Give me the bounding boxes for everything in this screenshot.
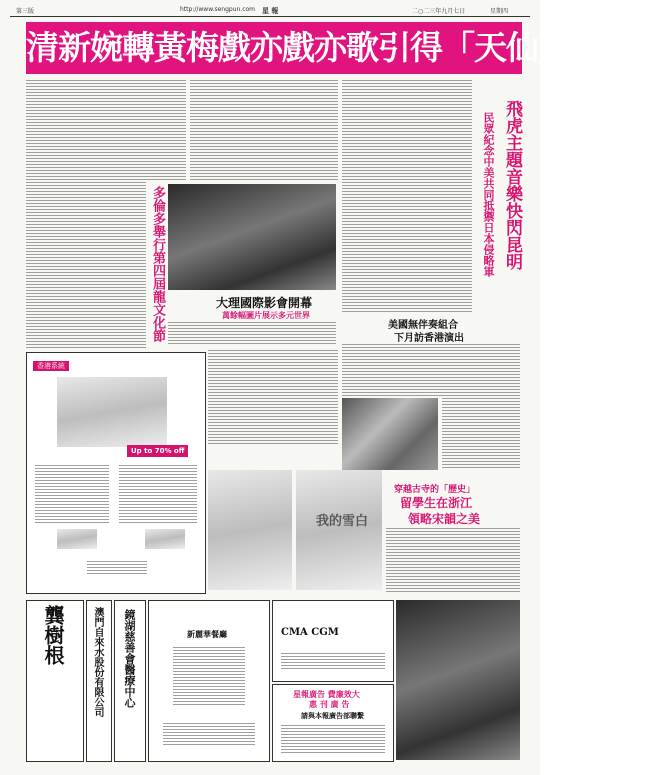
music-group-headline: 美國無伴奏組合 下月訪香港演出 [382, 314, 478, 342]
film-festival-headline: 大理國際影會開幕 [216, 296, 313, 310]
concert-crowd-photo [342, 398, 438, 470]
article-text-block [442, 398, 520, 470]
poster-caption: 我的雪白 [316, 514, 369, 529]
issue-weekday: 星期四 [490, 8, 509, 15]
article-text-block [208, 350, 338, 446]
restaurant-ad [148, 600, 270, 762]
film-festival-subheadline: 萬餘幅圖片展示多元世界 [222, 310, 310, 320]
water-company-name: 澳門自來水股份有限公司 [92, 607, 103, 717]
telecom-ad-photo [57, 377, 167, 447]
telecom-brand: 香港系統 [33, 361, 69, 371]
contact-ad-title: 星報廣告 費廉效大 [293, 689, 360, 699]
ad-text-block [87, 561, 147, 575]
contact-ad-subtitle: 請與本報廣告部聯繫 [301, 711, 364, 720]
shipping-brand: CMA CGM [281, 627, 339, 638]
telecom-advertisement [26, 352, 206, 594]
restaurant-name: 新麗華餐廳 [187, 629, 227, 639]
poster-photo [296, 470, 382, 590]
issue-date: 二○二三年九月七日 [412, 8, 466, 15]
ad-text-block [119, 465, 197, 525]
flying-tigers-headline: 飛虎主題音樂快閃昆明 [502, 100, 522, 270]
performer-photo [208, 470, 292, 590]
contact-details [281, 725, 385, 755]
phone-image [145, 529, 185, 549]
woodroot-ad [26, 600, 84, 762]
page-number: 第三版 [16, 8, 35, 15]
orchestra-photo [168, 184, 336, 290]
article-text-block [190, 80, 338, 180]
phone-image [57, 529, 97, 549]
main-headline: 清新婉轉黃梅戲亦戲亦歌引得「天仙」落人間 [26, 22, 522, 74]
discount-badge: Up to 70% off [127, 445, 188, 457]
shipping-ad [272, 600, 394, 682]
ad-text-block [163, 723, 255, 745]
ad-text-block [281, 653, 385, 671]
paper-name: 星 報 [262, 7, 279, 15]
article-text-block [342, 80, 472, 312]
contact-ad-title2: 惠 刊 廣 告 [309, 699, 350, 709]
culture-festival-headline: 多倫多舉行第四屆龍文化節 [150, 186, 165, 342]
temple-headline-line3: 領略宋韻之美 [408, 512, 481, 526]
article-text-block [386, 528, 520, 594]
website-url: http://www.sengpun.com [180, 6, 256, 13]
page-header-bar [10, 6, 530, 17]
woodroot-title: 龔樹根 [41, 605, 65, 665]
musician-photo [396, 600, 520, 760]
charity-clinic-name: 鏡湖慈善會醫療中心 [123, 609, 136, 708]
contact-ad [272, 684, 394, 762]
article-text-block [342, 344, 520, 396]
ad-text-block [173, 647, 245, 707]
article-text-block [168, 322, 336, 346]
charity-clinic-ad [114, 600, 146, 762]
ad-text-block [35, 465, 109, 525]
article-text-block [26, 80, 186, 180]
temple-headline-line2: 留學生在浙江 [400, 496, 473, 510]
water-company-ad [86, 600, 112, 762]
flying-tigers-subheadline: 民眾紀念中美共同抵禦日本侵略軍 [482, 112, 495, 277]
article-text-block [26, 182, 146, 348]
temple-headline-line1: 穿越古寺的「歷史」 [394, 485, 476, 495]
